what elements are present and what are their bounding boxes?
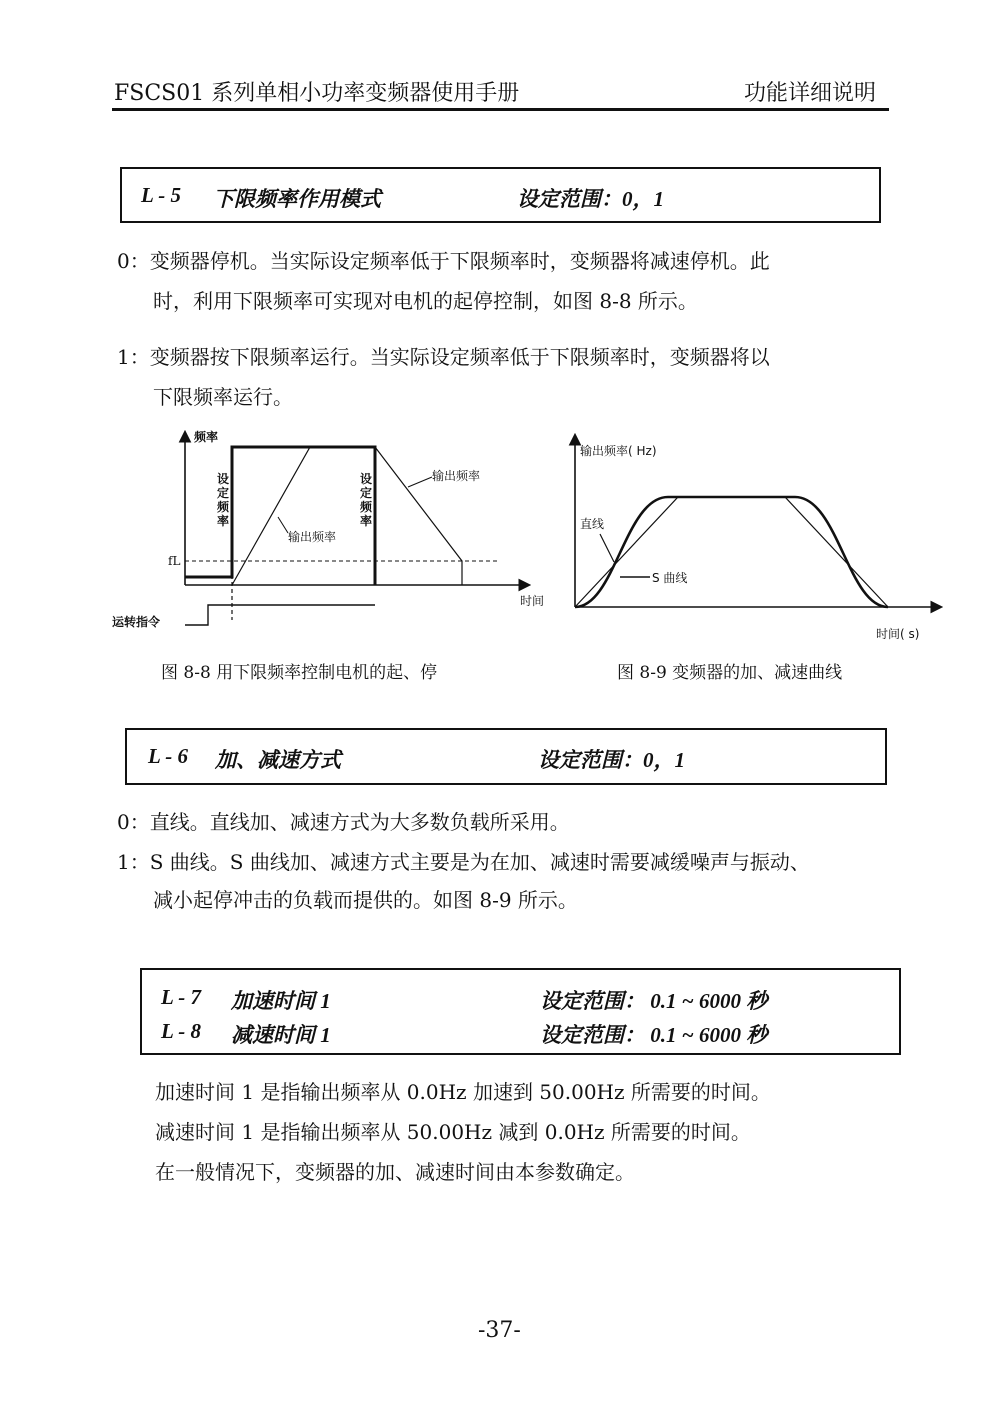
fig88-set-freq-b3: 频	[360, 500, 373, 514]
fig88-set-freq-a3: 频	[217, 500, 230, 514]
fig88-set-frequency	[185, 447, 375, 585]
l6-opt0: 0：直线。直线加、减速方式为大多数负载所采用。	[117, 810, 570, 834]
fig88-out-freq-a: 输出频率	[288, 530, 337, 544]
fig88-output-frequency	[232, 447, 462, 585]
l5-opt0-line1: 0：变频器停机。当实际设定频率低于下限频率时，变频器将减速停机。此	[117, 249, 770, 273]
l78-line2: 减速时间 1 是指输出频率从 50.00Hz 减到 0.0Hz 所需要的时间。	[155, 1120, 751, 1144]
fig88-set-freq-b2: 定	[360, 486, 373, 500]
l5-name: 下限频率作用模式	[213, 187, 381, 211]
fig89-xlabel: 时间( s)	[876, 627, 920, 641]
l7-range: 设定范围： 0.1 ~ 6000 秒	[540, 989, 768, 1013]
fig88-set-freq-b1: 设	[360, 472, 373, 486]
fig88-fl-label: fL	[168, 554, 181, 568]
fig88-out-freq-b: 输出频率	[432, 469, 481, 483]
fig88-set-freq-a4: 率	[217, 514, 230, 528]
header-rule	[112, 108, 889, 111]
fig89-scurve-label: S 曲线	[652, 571, 688, 585]
fig88-run-cmd: 运转指令	[112, 615, 161, 629]
fig89-straight-label: 直线	[580, 517, 605, 531]
fig89-ylabel: 输出频率( Hz)	[580, 444, 657, 458]
header-section: 功能详细说明	[744, 81, 877, 106]
l6-code: L - 6	[148, 744, 189, 768]
figure-8-8	[112, 425, 560, 640]
l8-code: L - 8	[161, 1019, 202, 1043]
l78-line1: 加速时间 1 是指输出频率从 0.0Hz 加速到 50.00Hz 所需要的时间。	[155, 1080, 771, 1104]
l6-opt1-line2: 减小起停冲击的负载而提供的。如图 8-9 所示。	[153, 888, 578, 912]
l8-range: 设定范围： 0.1 ~ 6000 秒	[540, 1023, 768, 1047]
l6-range: 设定范围：0，1	[538, 748, 685, 772]
figure-8-9	[570, 430, 950, 645]
l5-opt1-line2: 下限频率运行。	[153, 385, 293, 409]
fig88-ylabel: 频率	[194, 430, 219, 444]
fig88-set-freq-a2: 定	[217, 486, 230, 500]
l8-name: 减速时间 1	[231, 1023, 331, 1047]
l5-range: 设定范围：0，1	[517, 187, 664, 211]
fig88-set-freq-b4: 率	[360, 514, 373, 528]
l78-line3: 在一般情况下，变频器的加、减速时间由本参数确定。	[155, 1160, 635, 1184]
page-number: -37-	[478, 1318, 521, 1343]
fig89-s-curve	[575, 497, 888, 607]
l6-opt1-line1: 1：S 曲线。S 曲线加、减速方式主要是为在加、减速时需要减缓噪声与振动、	[117, 850, 810, 874]
fig89-caption: 图 8-9 变频器的加、减速曲线	[617, 663, 843, 683]
l7-code: L - 7	[161, 985, 202, 1009]
header-title: FSCS01 系列单相小功率变频器使用手册	[114, 81, 520, 106]
l7-name: 加速时间 1	[231, 989, 331, 1013]
l5-code: L - 5	[141, 183, 182, 207]
l5-opt0-line2: 时，利用下限频率可实现对电机的起停控制，如图 8-8 所示。	[153, 289, 698, 313]
fig88-xlabel: 时间	[520, 594, 545, 608]
fig88-set-freq-a1: 设	[217, 472, 230, 486]
fig89-straight-curve	[575, 497, 888, 607]
fig88-caption: 图 8-8 用下限频率控制电机的起、停	[161, 663, 438, 683]
l6-name: 加、减速方式	[215, 748, 341, 772]
fig88-run-command-signal	[185, 605, 375, 625]
l5-opt1-line1: 1：变频器按下限频率运行。当实际设定频率低于下限频率时，变频器将以	[117, 345, 770, 369]
